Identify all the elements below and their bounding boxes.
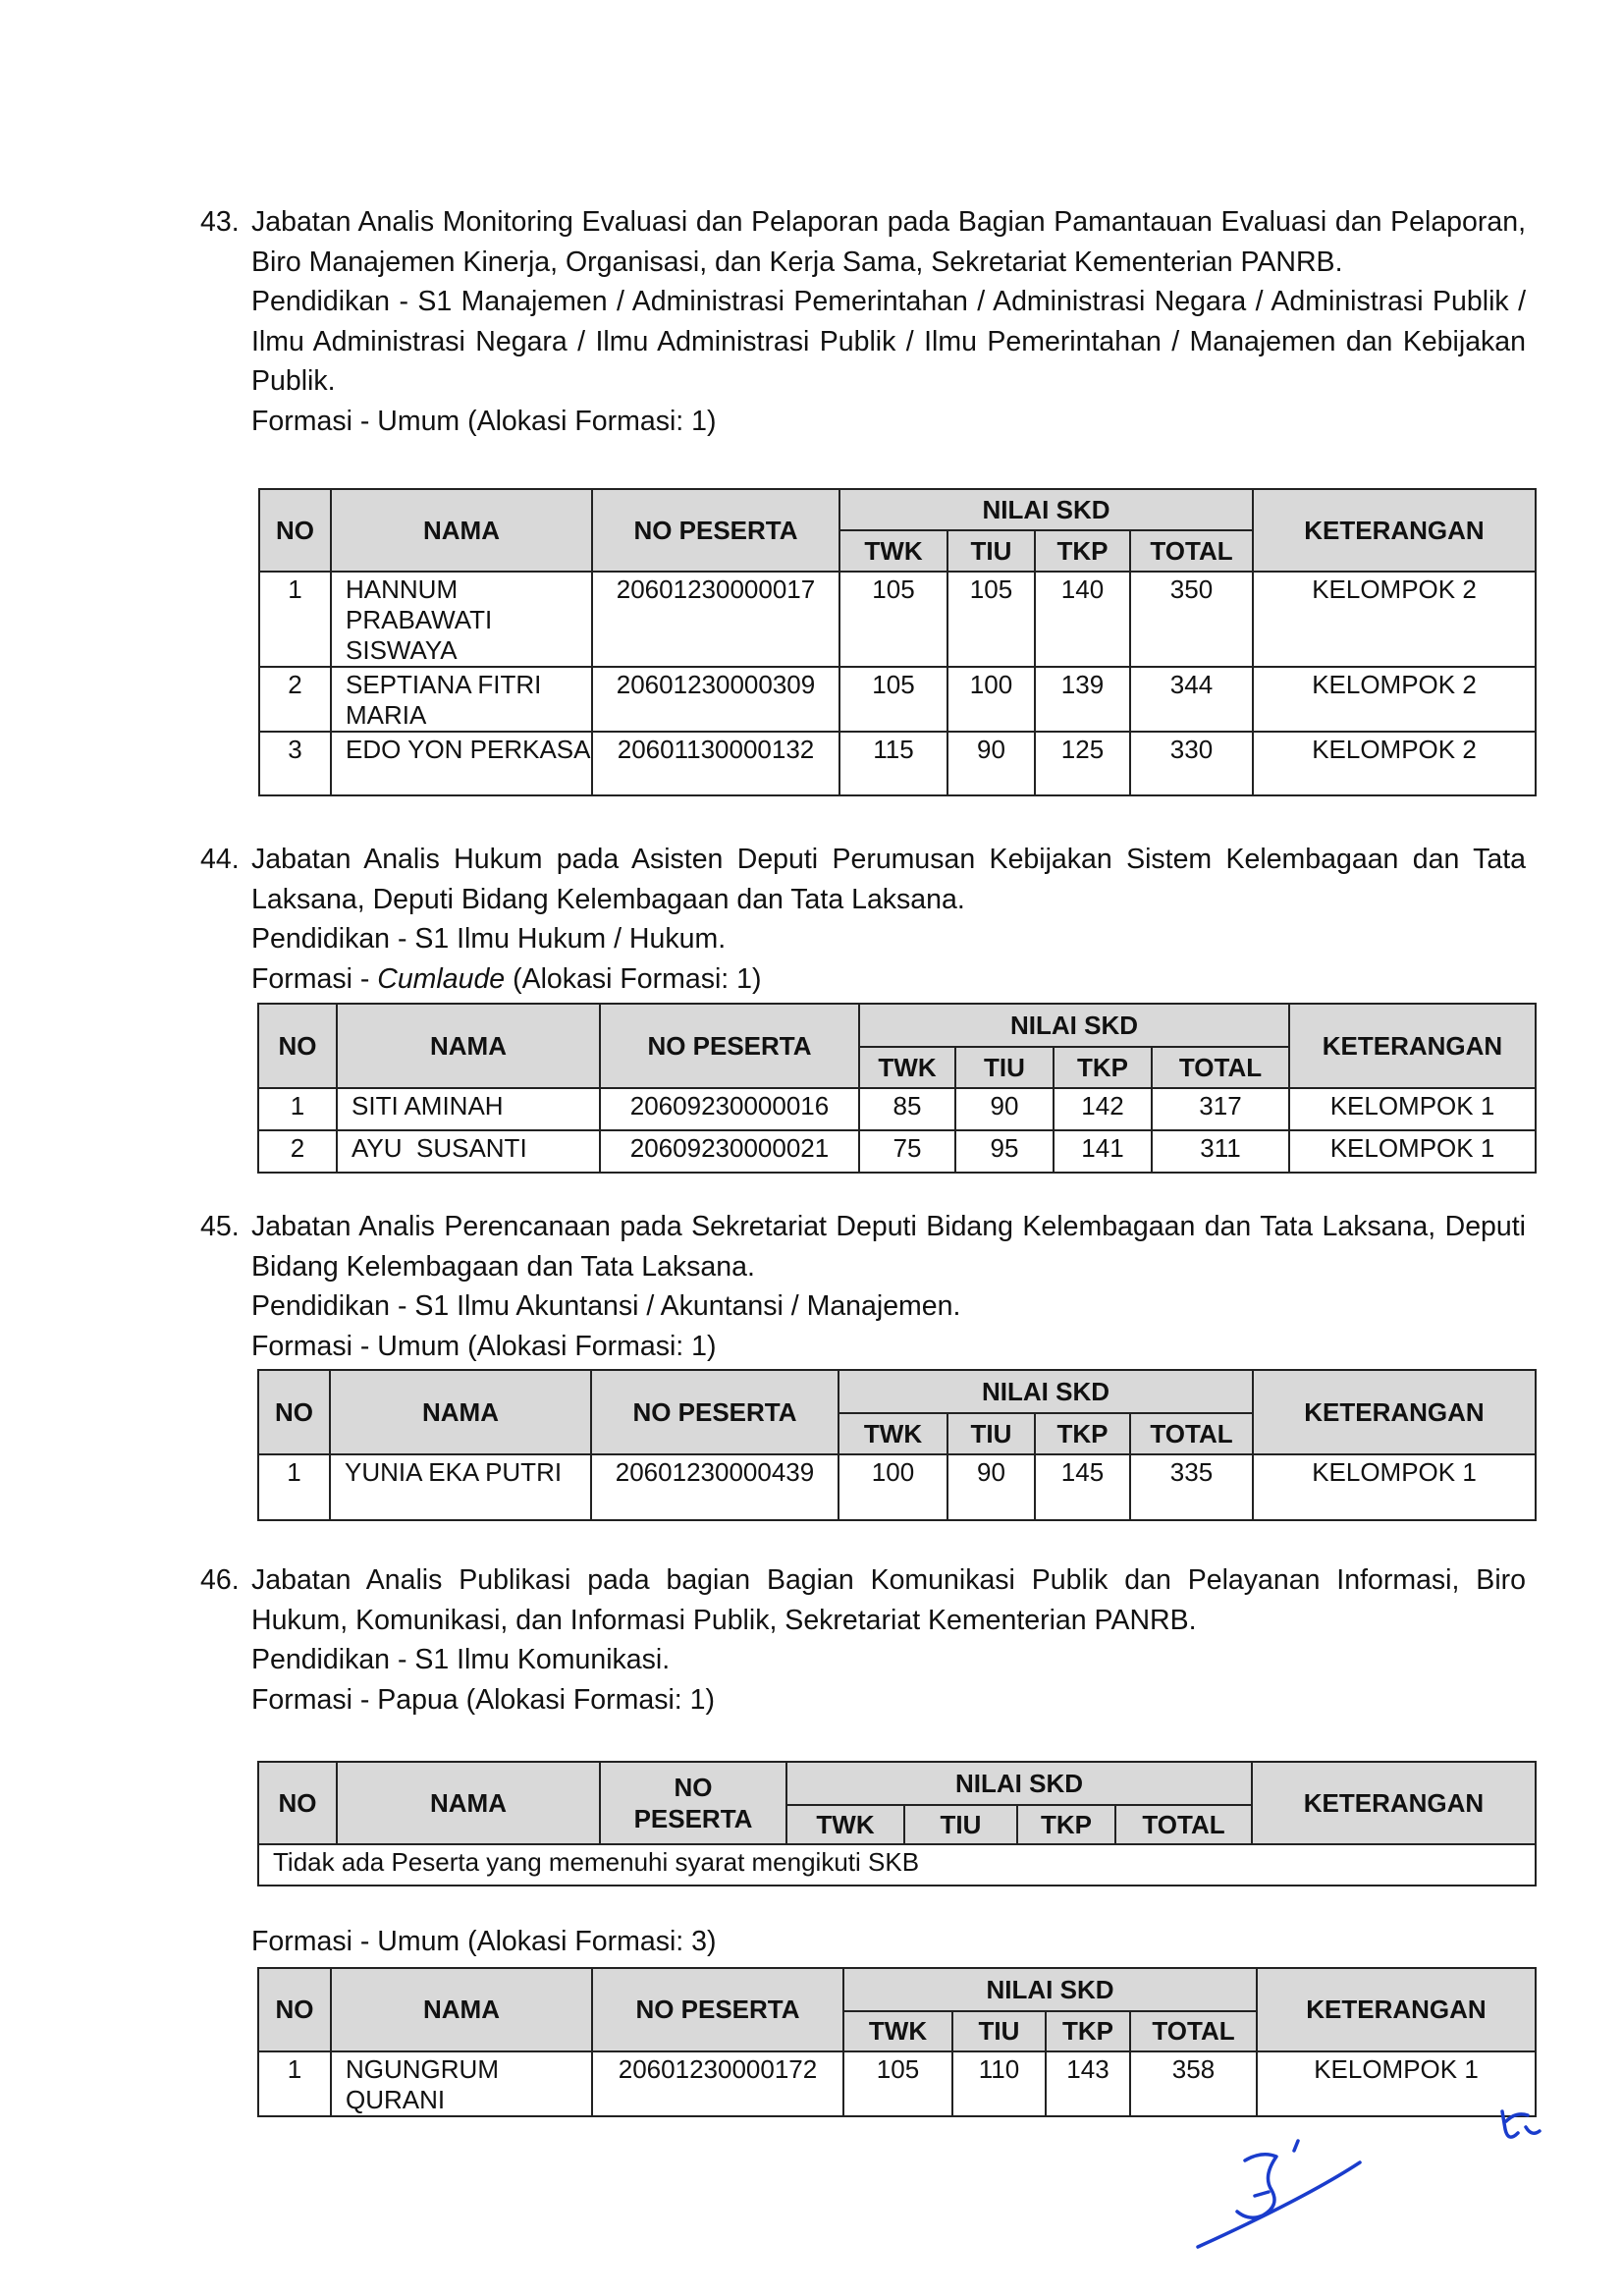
cell-tkp: 139 bbox=[1035, 667, 1130, 732]
cell-tiu: 95 bbox=[955, 1130, 1054, 1173]
header-tkp: TKP bbox=[1017, 1805, 1115, 1844]
header-twk: TWK bbox=[786, 1805, 904, 1844]
pendidikan-text: Pendidikan - S1 Manajemen / Administrasi Pemerintahan / Administrasi Negara / Administrasi Publik / Ilmu Administrasi Negara / Ilmu Administrasi Publik / Ilmu Pemerintahan / Manajemen dan Kebijakan Publik. bbox=[251, 286, 1526, 397]
section-45 bbox=[200, 1207, 1526, 1366]
cell-tiu: 90 bbox=[947, 1454, 1035, 1520]
table-row bbox=[258, 1130, 1536, 1173]
header-no-peserta: NO PESERTA bbox=[600, 1004, 859, 1088]
table-row bbox=[259, 572, 1536, 667]
section-title: Jabatan Analis Publikasi pada bagian Bagian Komunikasi Publik dan Pelayanan Informasi, Biro Hukum, Komunikasi, dan Informasi Publik, Sekretariat Kementerian PANRB. bbox=[251, 1564, 1526, 1636]
cell-twk: 85 bbox=[859, 1088, 955, 1130]
header-keterangan: KETERANGAN bbox=[1289, 1004, 1536, 1088]
cell-tkp: 143 bbox=[1046, 2051, 1130, 2116]
section-number: 43. bbox=[200, 206, 240, 238]
cell-tiu: 90 bbox=[947, 732, 1035, 795]
header-twk: TWK bbox=[839, 1413, 947, 1454]
cell-tkp: 125 bbox=[1035, 732, 1130, 795]
header-keterangan: KETERANGAN bbox=[1253, 1370, 1536, 1454]
cell-no: 3 bbox=[259, 732, 331, 795]
empty-note: Tidak ada Peserta yang memenuhi syarat mengikuti SKB bbox=[258, 1844, 1536, 1886]
formasi-text: Formasi - Papua (Alokasi Formasi: 1) bbox=[251, 1683, 715, 1716]
cell-no: 2 bbox=[258, 1130, 337, 1173]
cell-tiu: 105 bbox=[947, 572, 1035, 667]
cell-nama: SEPTIANA FITRI MARIA bbox=[331, 667, 592, 732]
cell-twk: 105 bbox=[839, 572, 947, 667]
cell-nama: SITI AMINAH bbox=[337, 1088, 600, 1130]
header-nilai-skd: NILAI SKD bbox=[839, 1370, 1253, 1413]
section-number: 45. bbox=[200, 1211, 240, 1242]
header-tiu: TIU bbox=[947, 530, 1035, 572]
cell-keterangan: KELOMPOK 2 bbox=[1253, 732, 1536, 795]
header-total: TOTAL bbox=[1130, 1413, 1253, 1454]
cell-tkp: 142 bbox=[1054, 1088, 1152, 1130]
header-tiu: TIU bbox=[947, 1413, 1035, 1454]
table-row bbox=[258, 1454, 1536, 1520]
cell-no-peserta: 20601130000132 bbox=[592, 732, 839, 795]
header-nilai-skd: NILAI SKD bbox=[839, 489, 1253, 530]
pendidikan-text: Pendidikan - S1 Ilmu Hukum / Hukum. bbox=[251, 923, 727, 955]
header-nilai-skd: NILAI SKD bbox=[859, 1004, 1289, 1047]
header-nama: NAMA bbox=[337, 1762, 600, 1844]
pendidikan-text: Pendidikan - S1 Ilmu Akuntansi / Akuntansi / Manajemen. bbox=[251, 1290, 961, 1322]
table-row bbox=[259, 667, 1536, 732]
header-no: NO bbox=[258, 1004, 337, 1088]
header-total: TOTAL bbox=[1130, 530, 1253, 572]
header-twk: TWK bbox=[859, 1047, 955, 1088]
cell-total: 317 bbox=[1152, 1088, 1289, 1130]
header-no: NO bbox=[259, 489, 331, 572]
cell-twk: 100 bbox=[839, 1454, 947, 1520]
header-total: TOTAL bbox=[1130, 2011, 1257, 2051]
skd-table-46-papua bbox=[257, 1761, 1537, 1886]
header-keterangan: KETERANGAN bbox=[1257, 1968, 1536, 2051]
cell-no-peserta: 20601230000017 bbox=[592, 572, 839, 667]
cell-total: 358 bbox=[1130, 2051, 1257, 2116]
section-43 bbox=[200, 202, 1526, 441]
cell-keterangan: KELOMPOK 1 bbox=[1289, 1088, 1536, 1130]
cell-twk: 115 bbox=[839, 732, 947, 795]
section-44 bbox=[200, 840, 1526, 999]
cell-twk: 105 bbox=[843, 2051, 952, 2116]
cell-total: 335 bbox=[1130, 1454, 1253, 1520]
section-46-formasi-umum bbox=[200, 1922, 1526, 1962]
cell-nama: EDO YON PERKASA bbox=[331, 732, 592, 795]
header-tkp: TKP bbox=[1054, 1047, 1152, 1088]
header-no-peserta: NO PESERTA bbox=[591, 1370, 839, 1454]
cell-no-peserta: 20601230000172 bbox=[592, 2051, 843, 2116]
cell-tkp: 141 bbox=[1054, 1130, 1152, 1173]
header-keterangan: KETERANGAN bbox=[1252, 1762, 1536, 1844]
skd-table-45 bbox=[257, 1369, 1537, 1521]
cell-keterangan: KELOMPOK 2 bbox=[1253, 572, 1536, 667]
table-row bbox=[258, 1088, 1536, 1130]
section-heading bbox=[200, 840, 1526, 919]
cell-no-peserta: 20601230000309 bbox=[592, 667, 839, 732]
header-no: NO bbox=[258, 1762, 337, 1844]
cell-keterangan: KELOMPOK 1 bbox=[1253, 1454, 1536, 1520]
cell-total: 344 bbox=[1130, 667, 1253, 732]
cell-no: 2 bbox=[259, 667, 331, 732]
cell-tkp: 145 bbox=[1035, 1454, 1130, 1520]
section-title: Jabatan Analis Perencanaan pada Sekretariat Deputi Bidang Kelembagaan dan Tata Laksana, Deputi Bidang Kelembagaan dan Tata Laksana. bbox=[251, 1211, 1526, 1283]
header-no: NO bbox=[258, 1968, 331, 2051]
cell-keterangan: KELOMPOK 2 bbox=[1253, 667, 1536, 732]
header-tkp: TKP bbox=[1035, 530, 1130, 572]
header-nilai-skd: NILAI SKD bbox=[786, 1762, 1252, 1805]
section-heading bbox=[200, 202, 1526, 282]
cell-twk: 105 bbox=[839, 667, 947, 732]
cell-no-peserta: 20609230000016 bbox=[600, 1088, 859, 1130]
header-tiu: TIU bbox=[952, 2011, 1046, 2051]
initials-signature bbox=[1178, 2082, 1571, 2249]
header-nama: NAMA bbox=[330, 1370, 591, 1454]
cell-no: 1 bbox=[258, 1088, 337, 1130]
cell-tiu: 100 bbox=[947, 667, 1035, 732]
section-title: Jabatan Analis Monitoring Evaluasi dan Pelaporan pada Bagian Pamantauan Evaluasi dan Pelaporan, Biro Manajemen Kinerja, Organisasi, dan Kerja Sama, Sekretariat Kementerian PANRB. bbox=[251, 206, 1526, 278]
header-tiu: TIU bbox=[904, 1805, 1017, 1844]
header-twk: TWK bbox=[843, 2011, 952, 2051]
header-no-peserta: NO PESERTA bbox=[592, 489, 839, 572]
header-tkp: TKP bbox=[1035, 1413, 1130, 1454]
formasi-text: Formasi - Umum (Alokasi Formasi: 3) bbox=[251, 1926, 717, 1957]
header-no-peserta: NO PESERTA bbox=[592, 1968, 843, 2051]
cell-no: 1 bbox=[259, 572, 331, 667]
cell-nama: YUNIA EKA PUTRI bbox=[330, 1454, 591, 1520]
cell-nama: NGUNGRUM QURANI bbox=[331, 2051, 592, 2116]
cell-tiu: 110 bbox=[952, 2051, 1046, 2116]
header-nilai-skd: NILAI SKD bbox=[843, 1968, 1257, 2011]
skd-table-44 bbox=[257, 1003, 1537, 1174]
cell-no: 1 bbox=[258, 1454, 330, 1520]
section-46 bbox=[200, 1560, 1526, 1720]
header-tiu: TIU bbox=[955, 1047, 1054, 1088]
section-number: 44. bbox=[200, 844, 240, 875]
table-row bbox=[258, 1844, 1536, 1886]
header-nama: NAMA bbox=[337, 1004, 600, 1088]
cell-tkp: 140 bbox=[1035, 572, 1130, 667]
header-tkp: TKP bbox=[1046, 2011, 1130, 2051]
pendidikan-text: Pendidikan - S1 Ilmu Komunikasi. bbox=[251, 1644, 671, 1675]
skd-table-43 bbox=[258, 488, 1537, 796]
header-twk: TWK bbox=[839, 530, 947, 572]
cell-tiu: 90 bbox=[955, 1088, 1054, 1130]
formasi-text: Formasi - Cumlaude (Alokasi Formasi: 1) bbox=[251, 962, 762, 995]
header-nama: NAMA bbox=[331, 1968, 592, 2051]
header-nama: NAMA bbox=[331, 489, 592, 572]
header-total: TOTAL bbox=[1152, 1047, 1289, 1088]
header-no: NO bbox=[258, 1370, 330, 1454]
cell-nama: HANNUM PRABAWATI SISWAYA bbox=[331, 572, 592, 667]
section-number: 46. bbox=[200, 1564, 240, 1596]
cell-total: 311 bbox=[1152, 1130, 1289, 1173]
section-heading bbox=[200, 1207, 1526, 1286]
cell-total: 330 bbox=[1130, 732, 1253, 795]
cell-keterangan: KELOMPOK 1 bbox=[1289, 1130, 1536, 1173]
cell-no-peserta: 20601230000439 bbox=[591, 1454, 839, 1520]
header-keterangan: KETERANGAN bbox=[1253, 489, 1536, 572]
table-row bbox=[259, 732, 1536, 795]
cell-no-peserta: 20609230000021 bbox=[600, 1130, 859, 1173]
section-title: Jabatan Analis Hukum pada Asisten Deputi Perumusan Kebijakan Sistem Kelembagaan dan Tata Laksana, Deputi Bidang Kelembagaan dan Tata Laksana. bbox=[251, 844, 1526, 915]
cell-twk: 75 bbox=[859, 1130, 955, 1173]
formasi-text: Formasi - Umum (Alokasi Formasi: 1) bbox=[251, 405, 717, 437]
formasi-text: Formasi - Umum (Alokasi Formasi: 1) bbox=[251, 1330, 717, 1362]
cell-total: 350 bbox=[1130, 572, 1253, 667]
header-no-peserta: NO PESERTA bbox=[600, 1762, 786, 1844]
section-heading bbox=[200, 1560, 1526, 1640]
cell-nama: AYU SUSANTI bbox=[337, 1130, 600, 1173]
header-total: TOTAL bbox=[1115, 1805, 1252, 1844]
cell-no: 1 bbox=[258, 2051, 331, 2116]
cell-keterangan: KELOMPOK 1 bbox=[1257, 2051, 1536, 2116]
